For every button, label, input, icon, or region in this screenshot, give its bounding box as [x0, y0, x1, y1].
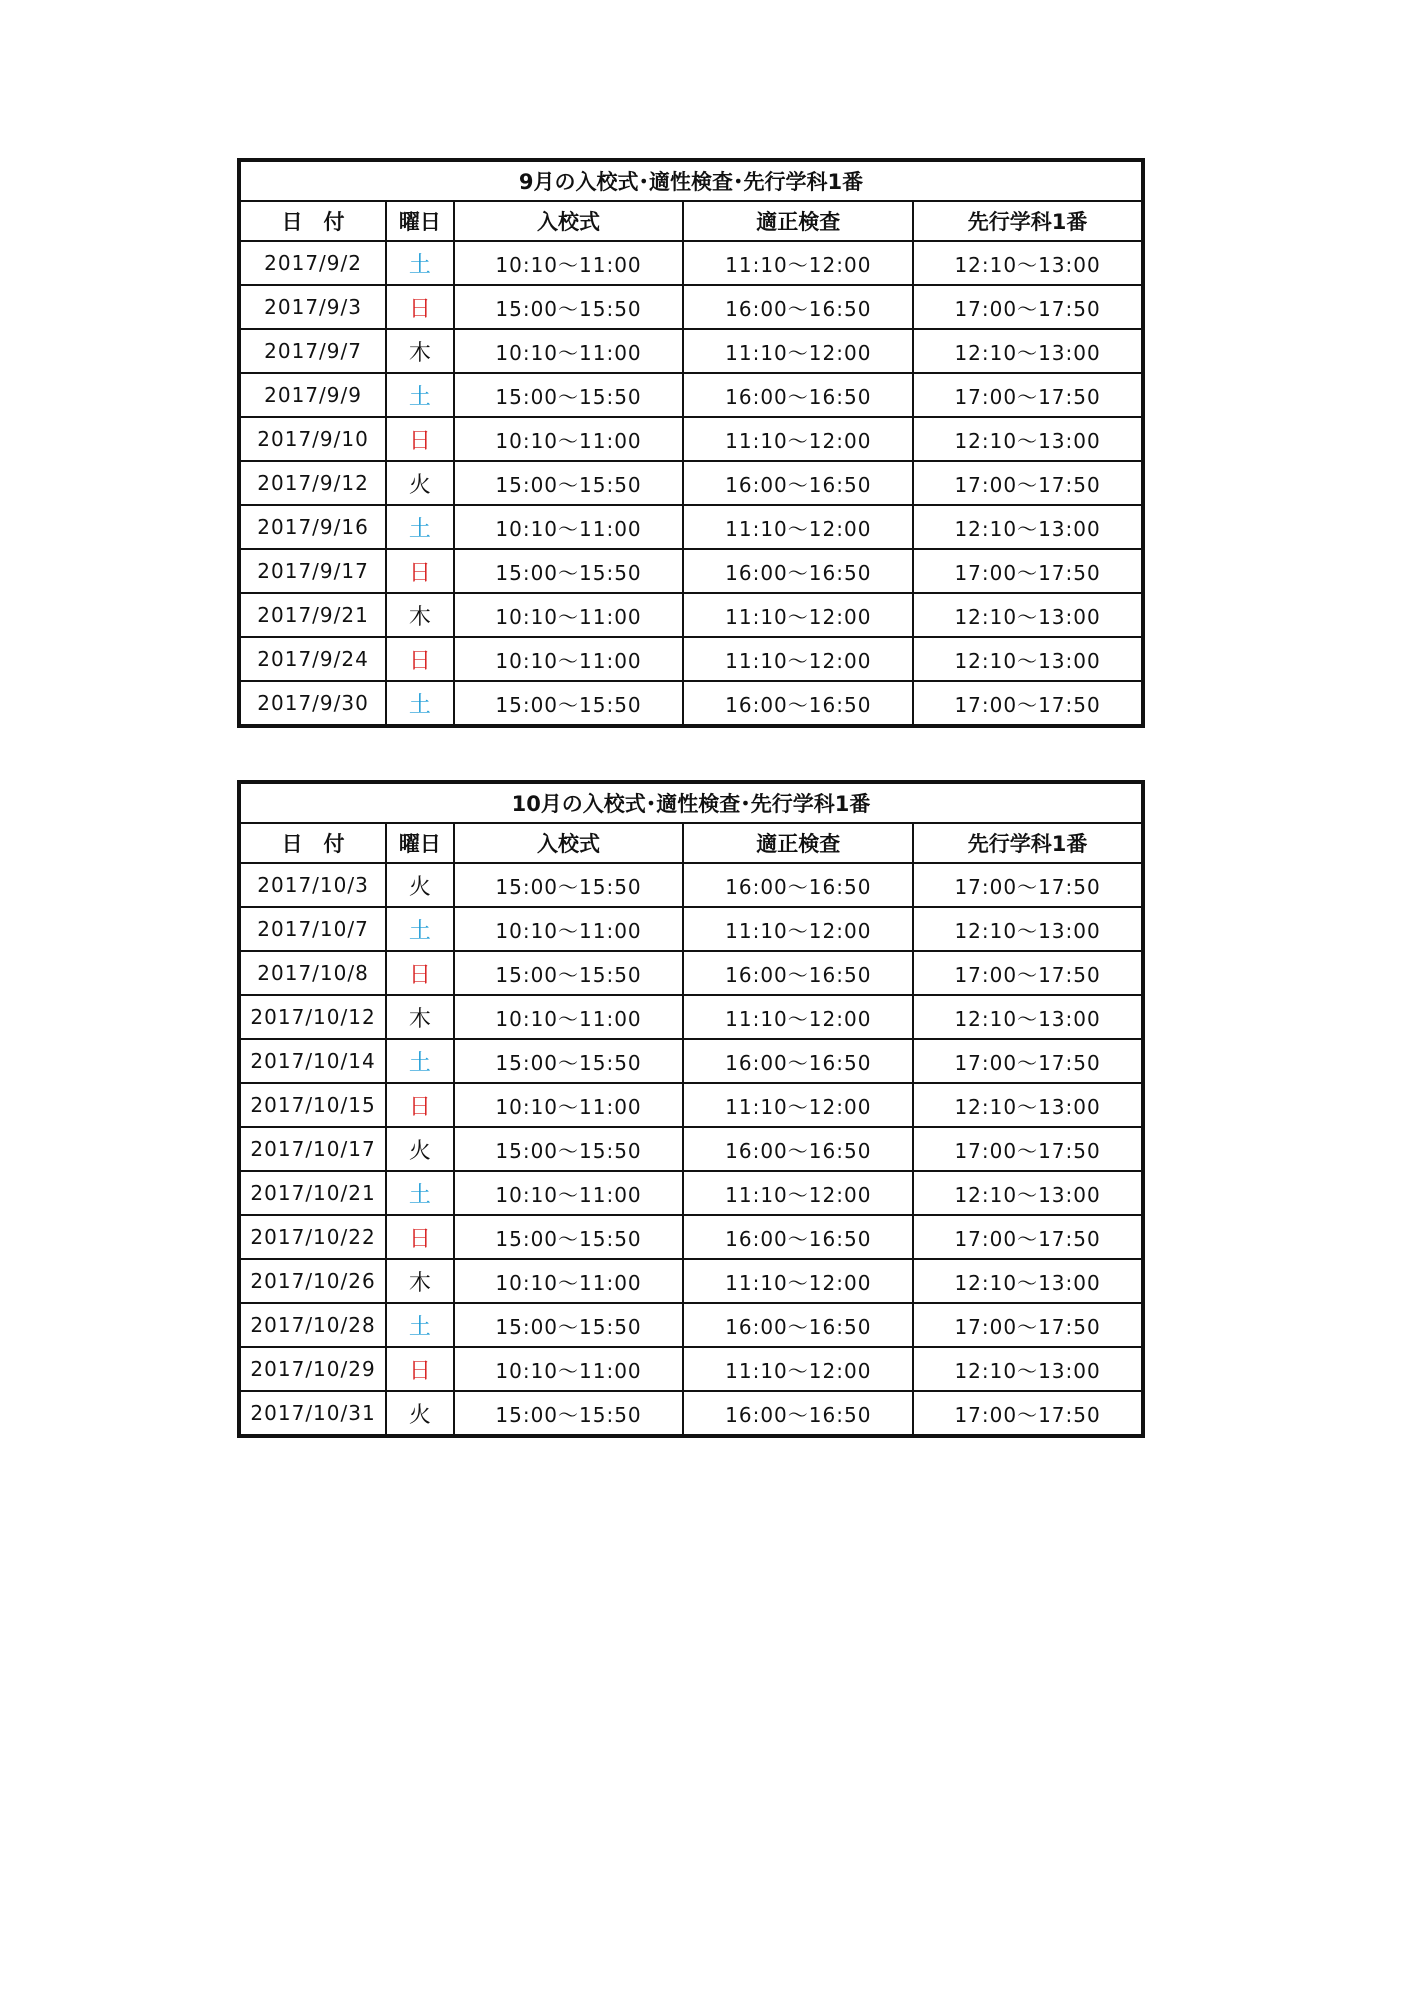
weekday-cell: 土	[386, 907, 454, 951]
entrance-ceremony-time-cell: 10:10～11:00	[454, 505, 684, 549]
date-cell: 2017/10/14	[239, 1039, 386, 1083]
first-lecture-time-cell: 17:00～17:50	[913, 1127, 1143, 1171]
first-lecture-time-cell: 12:10～13:00	[913, 329, 1143, 373]
date-cell: 2017/10/3	[239, 863, 386, 907]
table-row	[239, 1391, 1143, 1436]
table-title: 10月の入校式･適性検査･先行学科1番	[239, 782, 1143, 823]
aptitude-test-time-cell: 11:10～12:00	[683, 1083, 913, 1127]
date-cell: 2017/10/12	[239, 995, 386, 1039]
aptitude-test-time-cell: 11:10～12:00	[683, 505, 913, 549]
weekday-cell: 土	[386, 505, 454, 549]
first-lecture-time-cell: 12:10～13:00	[913, 1259, 1143, 1303]
aptitude-test-time-cell: 11:10～12:00	[683, 1347, 913, 1391]
weekday-cell: 日	[386, 951, 454, 995]
first-lecture-time-cell: 17:00～17:50	[913, 461, 1143, 505]
date-cell: 2017/9/24	[239, 637, 386, 681]
aptitude-test-time-cell: 11:10～12:00	[683, 907, 913, 951]
entrance-ceremony-time-cell: 15:00～15:50	[454, 681, 684, 726]
aptitude-test-time-cell: 11:10～12:00	[683, 417, 913, 461]
date-cell: 2017/9/7	[239, 329, 386, 373]
first-lecture-time-cell: 17:00～17:50	[913, 1303, 1143, 1347]
weekday-cell: 木	[386, 329, 454, 373]
entrance-ceremony-time-cell: 15:00～15:50	[454, 549, 684, 593]
column-header-entrance-ceremony: 入校式	[454, 823, 684, 863]
first-lecture-time-cell: 17:00～17:50	[913, 1215, 1143, 1259]
first-lecture-time-cell: 12:10～13:00	[913, 1171, 1143, 1215]
entrance-ceremony-time-cell: 10:10～11:00	[454, 907, 684, 951]
weekday-cell: 土	[386, 1039, 454, 1083]
first-lecture-time-cell: 12:10～13:00	[913, 637, 1143, 681]
column-header-date: 日 付	[239, 823, 386, 863]
table-row	[239, 285, 1143, 329]
date-cell: 2017/9/3	[239, 285, 386, 329]
aptitude-test-time-cell: 16:00～16:50	[683, 549, 913, 593]
table-row	[239, 1171, 1143, 1215]
entrance-ceremony-time-cell: 15:00～15:50	[454, 373, 684, 417]
first-lecture-time-cell: 12:10～13:00	[913, 1083, 1143, 1127]
aptitude-test-time-cell: 16:00～16:50	[683, 1039, 913, 1083]
table-row	[239, 863, 1143, 907]
table-title: 9月の入校式･適性検査･先行学科1番	[239, 160, 1143, 201]
entrance-ceremony-time-cell: 15:00～15:50	[454, 1391, 684, 1436]
aptitude-test-time-cell: 16:00～16:50	[683, 863, 913, 907]
first-lecture-time-cell: 12:10～13:00	[913, 907, 1143, 951]
table-row	[239, 1259, 1143, 1303]
entrance-ceremony-time-cell: 15:00～15:50	[454, 461, 684, 505]
first-lecture-time-cell: 17:00～17:50	[913, 681, 1143, 726]
table-row	[239, 329, 1143, 373]
weekday-cell: 木	[386, 995, 454, 1039]
weekday-cell: 日	[386, 1215, 454, 1259]
first-lecture-time-cell: 17:00～17:50	[913, 1039, 1143, 1083]
weekday-cell: 土	[386, 1303, 454, 1347]
weekday-cell: 土	[386, 1171, 454, 1215]
column-header-aptitude-test: 適正検査	[683, 823, 913, 863]
entrance-ceremony-time-cell: 15:00～15:50	[454, 951, 684, 995]
weekday-cell: 土	[386, 681, 454, 726]
entrance-ceremony-time-cell: 10:10～11:00	[454, 637, 684, 681]
entrance-ceremony-time-cell: 15:00～15:50	[454, 1303, 684, 1347]
column-header-weekday: 曜日	[386, 823, 454, 863]
weekday-cell: 日	[386, 1347, 454, 1391]
entrance-ceremony-time-cell: 10:10～11:00	[454, 995, 684, 1039]
first-lecture-time-cell: 17:00～17:50	[913, 549, 1143, 593]
date-cell: 2017/10/8	[239, 951, 386, 995]
weekday-cell: 土	[386, 373, 454, 417]
weekday-cell: 日	[386, 1083, 454, 1127]
entrance-ceremony-time-cell: 10:10～11:00	[454, 593, 684, 637]
column-header-first-lecture: 先行学科1番	[913, 201, 1143, 241]
column-header-entrance-ceremony: 入校式	[454, 201, 684, 241]
entrance-ceremony-time-cell: 10:10～11:00	[454, 1083, 684, 1127]
entrance-ceremony-time-cell: 10:10～11:00	[454, 1259, 684, 1303]
entrance-ceremony-time-cell: 10:10～11:00	[454, 417, 684, 461]
aptitude-test-time-cell: 11:10～12:00	[683, 329, 913, 373]
entrance-ceremony-time-cell: 10:10～11:00	[454, 1171, 684, 1215]
table-row	[239, 681, 1143, 726]
aptitude-test-time-cell: 11:10～12:00	[683, 637, 913, 681]
column-header-weekday: 曜日	[386, 201, 454, 241]
aptitude-test-time-cell: 16:00～16:50	[683, 681, 913, 726]
weekday-cell: 日	[386, 285, 454, 329]
date-cell: 2017/10/28	[239, 1303, 386, 1347]
first-lecture-time-cell: 17:00～17:50	[913, 1391, 1143, 1436]
date-cell: 2017/9/10	[239, 417, 386, 461]
date-cell: 2017/9/21	[239, 593, 386, 637]
aptitude-test-time-cell: 11:10～12:00	[683, 995, 913, 1039]
date-cell: 2017/9/9	[239, 373, 386, 417]
table-row	[239, 373, 1143, 417]
entrance-ceremony-time-cell: 15:00～15:50	[454, 1127, 684, 1171]
column-header-date: 日 付	[239, 201, 386, 241]
table-row	[239, 1127, 1143, 1171]
table-row	[239, 951, 1143, 995]
first-lecture-time-cell: 17:00～17:50	[913, 951, 1143, 995]
weekday-cell: 土	[386, 241, 454, 285]
table-row	[239, 1303, 1143, 1347]
weekday-cell: 木	[386, 1259, 454, 1303]
table-row	[239, 461, 1143, 505]
aptitude-test-time-cell: 16:00～16:50	[683, 461, 913, 505]
date-cell: 2017/10/31	[239, 1391, 386, 1436]
weekday-cell: 火	[386, 1127, 454, 1171]
weekday-cell: 日	[386, 637, 454, 681]
first-lecture-time-cell: 12:10～13:00	[913, 1347, 1143, 1391]
column-header-aptitude-test: 適正検査	[683, 201, 913, 241]
table-row	[239, 505, 1143, 549]
table-row	[239, 637, 1143, 681]
entrance-ceremony-time-cell: 10:10～11:00	[454, 329, 684, 373]
first-lecture-time-cell: 17:00～17:50	[913, 863, 1143, 907]
table-row	[239, 549, 1143, 593]
column-header-first-lecture: 先行学科1番	[913, 823, 1143, 863]
date-cell: 2017/10/7	[239, 907, 386, 951]
aptitude-test-time-cell: 16:00～16:50	[683, 1391, 913, 1436]
weekday-cell: 火	[386, 863, 454, 907]
table-row	[239, 1215, 1143, 1259]
date-cell: 2017/9/16	[239, 505, 386, 549]
aptitude-test-time-cell: 16:00～16:50	[683, 1303, 913, 1347]
aptitude-test-time-cell: 11:10～12:00	[683, 593, 913, 637]
aptitude-test-time-cell: 16:00～16:50	[683, 373, 913, 417]
date-cell: 2017/10/17	[239, 1127, 386, 1171]
aptitude-test-time-cell: 16:00～16:50	[683, 1127, 913, 1171]
first-lecture-time-cell: 17:00～17:50	[913, 373, 1143, 417]
entrance-ceremony-time-cell: 15:00～15:50	[454, 285, 684, 329]
aptitude-test-time-cell: 16:00～16:50	[683, 285, 913, 329]
table-row	[239, 1083, 1143, 1127]
date-cell: 2017/9/30	[239, 681, 386, 726]
october-schedule-table	[237, 780, 1145, 1438]
table-row	[239, 1039, 1143, 1083]
entrance-ceremony-time-cell: 15:00～15:50	[454, 1215, 684, 1259]
first-lecture-time-cell: 12:10～13:00	[913, 241, 1143, 285]
table-row	[239, 241, 1143, 285]
aptitude-test-time-cell: 16:00～16:50	[683, 951, 913, 995]
entrance-ceremony-time-cell: 15:00～15:50	[454, 1039, 684, 1083]
aptitude-test-time-cell: 16:00～16:50	[683, 1215, 913, 1259]
aptitude-test-time-cell: 11:10～12:00	[683, 241, 913, 285]
date-cell: 2017/9/17	[239, 549, 386, 593]
weekday-cell: 火	[386, 1391, 454, 1436]
aptitude-test-time-cell: 11:10～12:00	[683, 1259, 913, 1303]
first-lecture-time-cell: 12:10～13:00	[913, 505, 1143, 549]
table-row	[239, 995, 1143, 1039]
date-cell: 2017/10/26	[239, 1259, 386, 1303]
date-cell: 2017/9/2	[239, 241, 386, 285]
aptitude-test-time-cell: 11:10～12:00	[683, 1171, 913, 1215]
table-row	[239, 907, 1143, 951]
table-body	[239, 241, 1143, 726]
table-row	[239, 417, 1143, 461]
first-lecture-time-cell: 12:10～13:00	[913, 417, 1143, 461]
first-lecture-time-cell: 12:10～13:00	[913, 995, 1143, 1039]
table-row	[239, 1347, 1143, 1391]
weekday-cell: 木	[386, 593, 454, 637]
date-cell: 2017/10/21	[239, 1171, 386, 1215]
first-lecture-time-cell: 12:10～13:00	[913, 593, 1143, 637]
entrance-ceremony-time-cell: 10:10～11:00	[454, 1347, 684, 1391]
table-body	[239, 863, 1143, 1436]
date-cell: 2017/10/15	[239, 1083, 386, 1127]
entrance-ceremony-time-cell: 15:00～15:50	[454, 863, 684, 907]
september-schedule-table	[237, 158, 1145, 728]
weekday-cell: 日	[386, 417, 454, 461]
weekday-cell: 日	[386, 549, 454, 593]
date-cell: 2017/9/12	[239, 461, 386, 505]
weekday-cell: 火	[386, 461, 454, 505]
entrance-ceremony-time-cell: 10:10～11:00	[454, 241, 684, 285]
date-cell: 2017/10/22	[239, 1215, 386, 1259]
date-cell: 2017/10/29	[239, 1347, 386, 1391]
table-row	[239, 593, 1143, 637]
first-lecture-time-cell: 17:00～17:50	[913, 285, 1143, 329]
